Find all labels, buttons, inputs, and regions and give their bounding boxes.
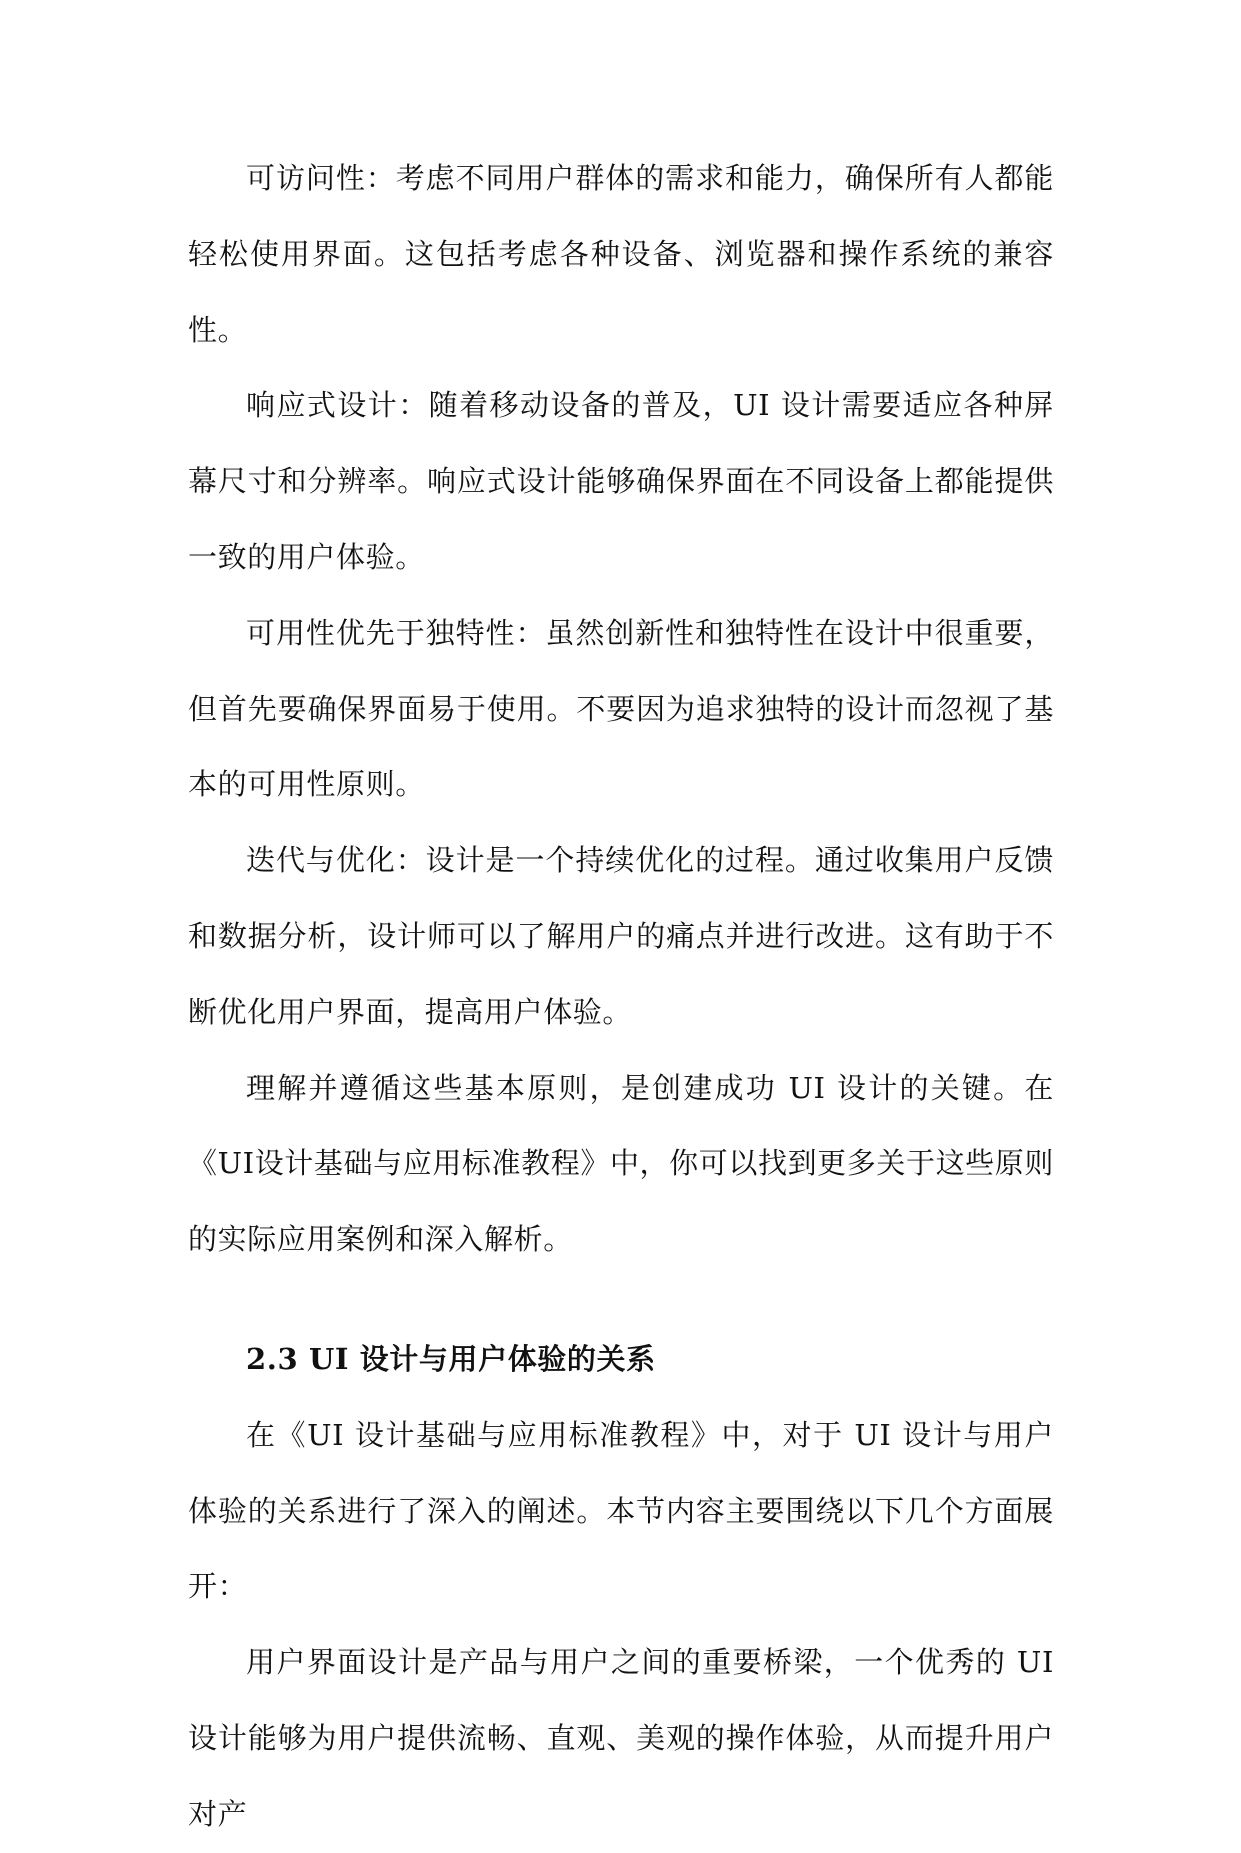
document-body	[188, 141, 1054, 1853]
paragraph-principles-summary: 理解并遵循这些基本原则，是创建成功 UI 设计的关键。在《UI设计基础与应用标准教程》中，你可以找到更多关于这些原则的实际应用案例和深入解析。	[188, 1070, 1054, 1257]
paragraph-ui-bridge: 用户界面设计是产品与用户之间的重要桥梁，一个优秀的 UI 设计能够为用户提供流畅、直观、美观的操作体验，从而提升用户对产	[188, 1645, 1054, 1831]
paragraph-iteration-optimization: 迭代与优化：设计是一个持续优化的过程。通过收集用户反馈和数据分析，设计师可以了解用户的痛点并进行改进。这有助于不断优化用户界面，提高用户体验。	[188, 843, 1054, 1029]
paragraph-section-intro: 在《UI 设计基础与应用标准教程》中，对于 UI 设计与用户体验的关系进行了深入的阐述。本节内容主要围绕以下几个方面展开：	[188, 1417, 1054, 1604]
section-heading: 2.3 UI 设计与用户体验的关系	[246, 1341, 656, 1376]
paragraph-usability-first: 可用性优先于独特性：虽然创新性和独特性在设计中很重要，但首先要确保界面易于使用。不要因为追求独特的设计而忽视了基本的可用性原则。	[188, 615, 1054, 802]
paragraph-responsive-design: 响应式设计：随着移动设备的普及，UI 设计需要适应各种屏幕尺寸和分辨率。响应式设计能够确保界面在不同设备上都能提供一致的用户体验。	[188, 388, 1054, 574]
paragraph-accessibility: 可访问性：考虑不同用户群体的需求和能力，确保所有人都能轻松使用界面。这包括考虑各种设备、浏览器和操作系统的兼容性。	[188, 161, 1054, 347]
